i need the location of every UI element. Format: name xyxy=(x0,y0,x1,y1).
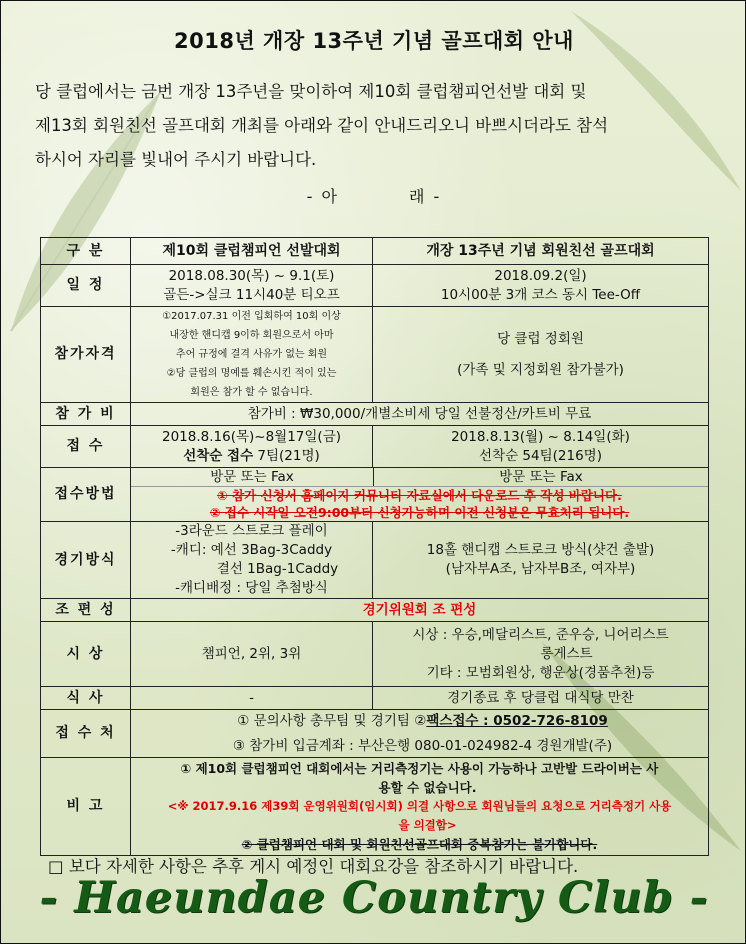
cell-line: ③ 참가비 입금계좌 : 부산은행 080-01-024982-4 경원개발(주) xyxy=(232,737,613,754)
cell-line: (가족 및 지정회원 참가불가) xyxy=(457,361,624,378)
row-label: 일 정 xyxy=(41,265,131,307)
cell-line xyxy=(141,712,704,731)
schedule-friendship xyxy=(373,265,709,307)
cell-line: <※ 2017.9.16 제39회 운영위원회(임시회) 의결 사항으로 회원님들의 요청으로 거리측정기 사용 xyxy=(167,799,672,813)
table-row xyxy=(41,265,709,307)
divider-right: 래 - xyxy=(409,187,442,206)
method-note: ① 참가 신청서 홈페이지 커뮤니티 자료실에서 다운로드 후 작성 바랍니다. xyxy=(217,488,622,503)
event-info-table xyxy=(40,237,709,856)
cell-line: ① 제10회 클럽챔피언 대회에서는 거리측정기는 사용이 가능하나 고반발 드라이버는 사 xyxy=(180,761,659,776)
cell-line: 2018.09.2(일) xyxy=(494,267,587,284)
row-label: 조 편 성 xyxy=(41,599,131,622)
table-row xyxy=(41,403,709,426)
method-championship: 방문 또는 Fax xyxy=(131,468,374,486)
table-row xyxy=(41,622,709,687)
fax-number: 팩스접수 : 0502-726-8109 xyxy=(426,712,608,729)
fee-value: 참가비 : ₩30,000/개별소비세 당일 선불정산/카트비 무료 xyxy=(131,403,709,426)
divider-left: - 아 xyxy=(306,187,339,206)
row-label: 참가자격 xyxy=(41,307,131,403)
cell-line: ② 클럽챔피언 대회 및 회원친선골프대회 중복참가는 불가합니다. xyxy=(241,837,598,852)
eligibility-friendship xyxy=(373,307,709,403)
table-row xyxy=(41,307,709,403)
row-label: 접 수 xyxy=(41,426,131,468)
row-label: 비 고 xyxy=(41,758,131,856)
format-championship xyxy=(131,522,373,599)
cell-line: 용할 수 없습니다. xyxy=(378,780,477,795)
format-friendship xyxy=(373,522,709,599)
table-row xyxy=(41,758,709,856)
cell-line: 2018.08.30(목) ~ 9.1(토) xyxy=(168,267,335,284)
row-label: 구 분 xyxy=(41,238,131,265)
cell-line: -캐디: 예선 3Bag-3Caddy xyxy=(170,542,333,558)
cell-line: 18홀 핸디캡 스트로크 방식(샷건 출발) xyxy=(426,542,655,558)
intro-line: 당 클럽에서는 금번 개장 13주년을 맞이하여 제10회 클럽챔피언선발 대회 및 xyxy=(35,82,587,101)
remarks-cell xyxy=(131,758,709,856)
row-label: 참 가 비 xyxy=(41,403,131,426)
cell-line: 롱게스트 xyxy=(540,645,593,662)
team-count: 7팀(21명) xyxy=(253,447,320,464)
cell-line: 내장한 핸디캡 9이하 회원으로서 아마 xyxy=(169,330,334,341)
method-friendship: 방문 또는 Fax xyxy=(499,469,583,485)
cell-line: ①2017.07.31 이전 입회하여 10회 이상 xyxy=(162,311,341,322)
cell-line: 시상 : 우승,메달리스트, 준우승, 니어리스트 xyxy=(412,626,669,643)
section-divider xyxy=(1,184,746,207)
footer-note: □ 보다 자세한 사항은 추후 게시 예정인 대회요강을 참조하시기 바랍니다. xyxy=(48,857,579,876)
table-row xyxy=(41,468,709,522)
cell-line: -캐디배정 : 당일 추첨방식 xyxy=(175,580,328,596)
cell-line: 결선 1Bag-1Caddy xyxy=(216,561,339,577)
table-row xyxy=(41,599,709,622)
reception-friendship xyxy=(373,426,709,468)
row-label: 시 상 xyxy=(41,622,131,687)
cell-line: 2018.8.16(목)~8월17일(금) xyxy=(161,428,342,445)
awards-championship: 챔피언, 2위, 3위 xyxy=(131,622,373,687)
table-row xyxy=(41,426,709,468)
row-label: 접수방법 xyxy=(41,468,131,522)
table-row xyxy=(41,687,709,710)
schedule-championship xyxy=(131,265,373,307)
reception-championship xyxy=(131,426,373,468)
table-row xyxy=(41,710,709,758)
cell-line: 기타 : 모범회원상, 행운상(경품추천)등 xyxy=(426,664,655,681)
row-label: 식 사 xyxy=(41,687,131,710)
cell-line: -3라운드 스트로크 플레이 xyxy=(175,523,328,539)
cell-line xyxy=(135,447,368,466)
awards-friendship xyxy=(373,622,709,687)
club-logo-text: - Haeundae Country Club - xyxy=(39,873,709,923)
contact-inquiry: ① 문의사항 총무팀 및 경기팀 ② xyxy=(237,712,427,729)
method-cell xyxy=(131,468,709,522)
column-header-championship: 제10회 클럽챔피언 선발대회 xyxy=(131,238,373,265)
contact-cell xyxy=(131,710,709,758)
row-label: 경기방식 xyxy=(41,522,131,599)
cell-line: 을 의결함> xyxy=(398,818,457,832)
meal-championship: - xyxy=(131,687,373,710)
column-header-friendship: 개장 13주년 기념 회원친선 골프대회 xyxy=(373,238,709,265)
grouping-value: 경기위원회 조 편성 xyxy=(131,599,709,622)
intro-text xyxy=(35,75,725,177)
cell-line: 당 클럽 정회원 xyxy=(497,330,584,347)
cell-line: ②당 클럽의 명예를 훼손시킨 적이 있는 xyxy=(166,368,337,379)
table-row xyxy=(41,522,709,599)
page-title: 2018년 개장 13주년 기념 골프대회 안내 xyxy=(174,29,574,53)
intro-line: 제13회 회원친선 골프대회 개최를 아래와 같이 안내드리오니 바쁘시더라도 참석 xyxy=(35,116,609,135)
table-row xyxy=(41,238,709,265)
meal-friendship: 경기종료 후 당클럽 대식당 만찬 xyxy=(373,687,709,710)
cell-line: 골든->실크 11시40분 티오프 xyxy=(163,286,340,303)
cell-line: 2018.8.13(월) ~ 8.14일(화) xyxy=(451,428,630,445)
first-come-label: 선착순 접수 xyxy=(183,447,254,464)
method-note: ② 접수 시작일 오전9:00부터 신청가능하며 이전 신청분은 무효처리 됩니다. xyxy=(209,505,630,520)
intro-line: 하시어 자리를 빛내어 주시기 바랍니다. xyxy=(35,150,317,169)
cell-line: (남자부A조, 남자부B조, 여자부) xyxy=(445,561,636,577)
row-label: 접 수 처 xyxy=(41,710,131,758)
cell-line: 10시00분 3개 코스 동시 Tee-Off xyxy=(440,286,641,303)
cell-line: 추어 규정에 결격 사유가 없는 회원 xyxy=(175,349,328,360)
cell-line: 선착순 54팀(216명) xyxy=(479,447,602,464)
eligibility-championship xyxy=(131,307,373,403)
cell-line: 회원은 참가 할 수 없습니다. xyxy=(190,387,313,398)
